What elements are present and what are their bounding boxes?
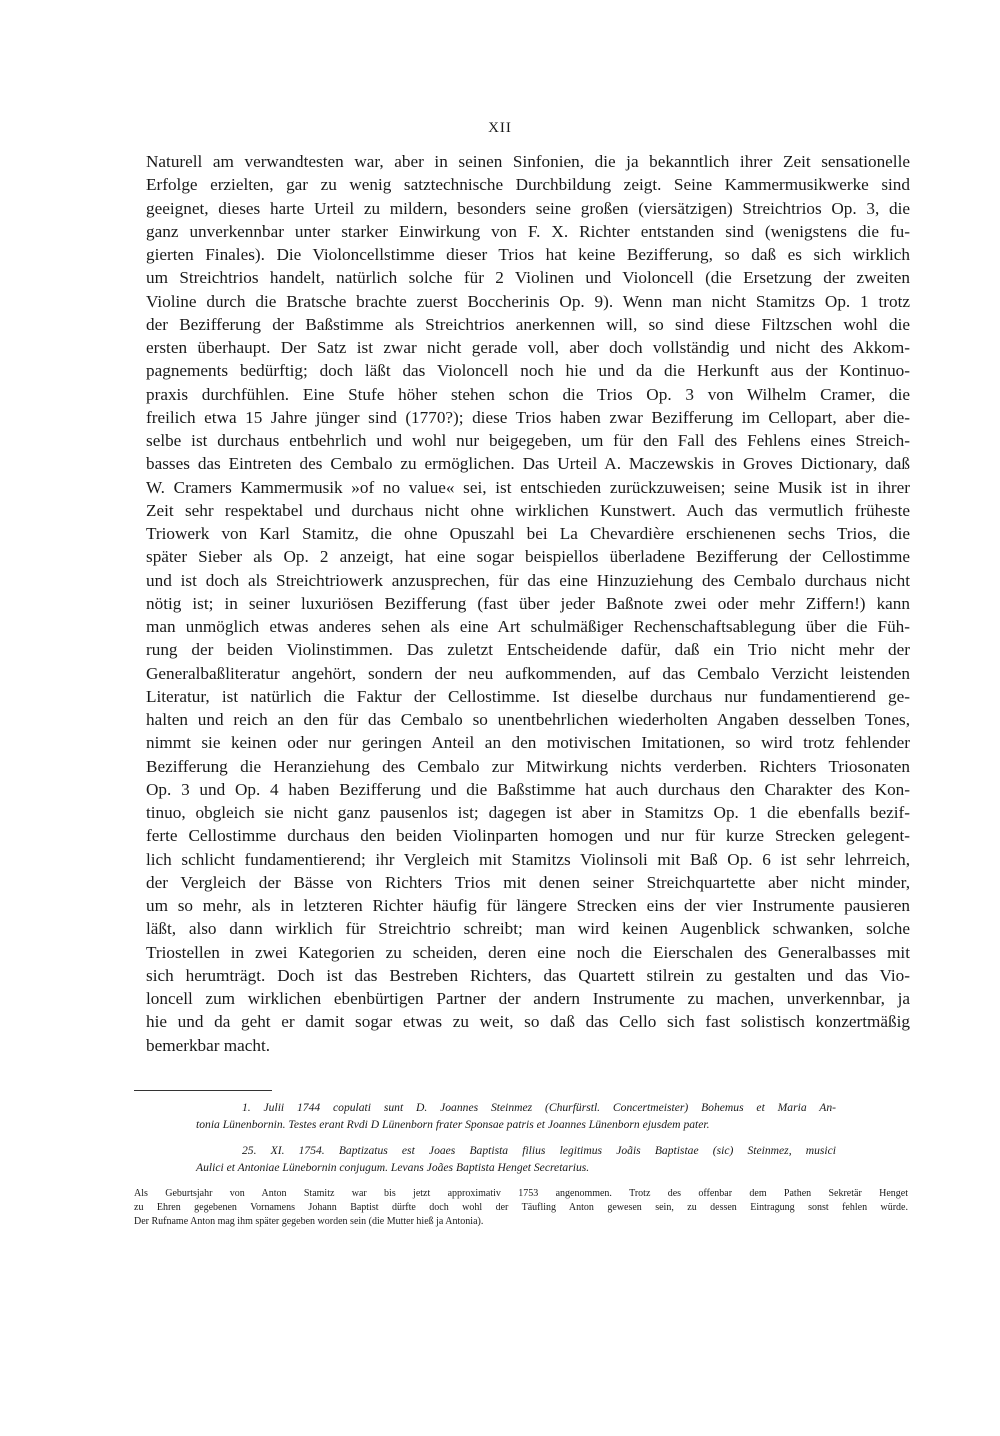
text-line: ersten überhaupt. Der Satz ist zwar nicht gerade voll, aber doch vollständig und nicht des Akkom- (146, 338, 910, 357)
text-line: Erfolge erzielten, gar zu wenig satztechnische Durchbildung zeigt. Seine Kammermusikwerke sind (146, 175, 910, 195)
text-line: zu Ehren gegebenen Vornamens Johann Baptist dürfte doch wohl der Täufling Anton gewesen sein, zu dessen Eintragung sonst fehlen würde. (134, 1202, 908, 1213)
text-line: ganz unverkennbar unter starker Einwirkung von F. X. Richter entstanden sind (wenigstens die fu- (146, 221, 910, 241)
text-line: tinuo, obgleich sie nicht ganz pausenlos ist; dagegen ist aber in Stamitzs Op. 1 die ebenfalls bezif- (146, 803, 910, 822)
text-line: lich schlicht fundamentierend; ihr Vergleich mit Stamitzs Violinsoli mit Baß Op. 6 ist sehr lehrreich, (146, 849, 910, 869)
text-line: Als Geburtsjahr von Anton Stamitz war bis jetzt approximativ 1753 angenommen. Trotz des offenbar dem Pathen Sekretär Henget (134, 1188, 908, 1199)
text-line: und ist doch als Streichtriowerk anzusprechen, für das eine Hinzuziehung des Cembalo durchaus nicht (146, 570, 910, 590)
text-line: nötig ist; in seiner luxuriösen Bezifferung (fast über jeder Baßnote zwei oder mehr Ziffern!) kann (146, 593, 910, 613)
text-line: später Sieber als Op. 2 anzeigt, hat eine sogar beispiellos überladene Bezifferung der Cellostimme (146, 547, 910, 567)
text-line: der Bezifferung der Baßstimme als Streichtrios anerkennen will, so sind diese Filtzschen wohl die (146, 314, 910, 334)
text-line: Literatur, ist natürlich die Faktur der Cellostimme. Ist dieselbe durchaus nur fundamentierend ge- (146, 686, 910, 706)
text-line: Triowerk von Karl Stamitz, die ohne Opuszahl bei La Chevardière erschienenen sechs Trios, die (146, 524, 910, 543)
text-line: W. Cramers Kammermusik »of no value« sei, ist entschieden zurückzuweisen; seine Musik ist in ihrer (146, 477, 910, 497)
text-line: um so mehr, als in letzteren Richter häufig für längere Strecken eins der vier Instrumente pausieren (146, 896, 910, 915)
text-line: 25. XI. 1754. Baptizatus est Joaes Baptista filius legitimus Joãis Baptistae (sic) Steinmez, musici (242, 1144, 836, 1157)
text-line: Generalbaßliteratur angehört, sondern der neu aufkommenden, auf das Cembalo Verzicht leistenden (146, 663, 910, 683)
text-line: halten und reich an den für das Cembalo so unentbehrlichen wiederholten Angaben desselben Tones, (146, 710, 910, 729)
text-line: geeignet, dieses harte Urteil zu mildern, besonders seine großen (viersätzigen) Streichtrios Op. 3, die (146, 198, 910, 218)
text-line: bemerkbar macht. (146, 1035, 271, 1055)
text-line: Naturell am verwandtesten war, aber in seinen Sinfonien, die ja bekanntlich ihrer Zeit sensationelle (146, 152, 910, 171)
text-line: loncell zum wirklichen ebenbürtigen Partner der andern Instrumente zu machen, unverkennbar, ja (146, 989, 910, 1008)
text-line: basses das Eintreten des Cembalo zu ermöglichen. Das Urteil A. Maczewskis in Groves Dictionary, daß (146, 454, 910, 474)
text-line: 1. Julii 1744 copulati sunt D. Joannes Steinmez (Churfürstl. Concertmeister) Bohemus et Maria An- (242, 1101, 836, 1114)
text-line: Der Rufname Anton mag ihm später gegeben worden sein (die Mutter hieß ja Antonia). (134, 1216, 484, 1227)
text-line: nimmt sie keinen oder nur geringen Anteil an den motivischen Imitationen, so wird trotz fehlender (146, 733, 910, 753)
text-line: Triostellen in zwei Kategorien zu scheiden, deren eine noch die Eierschalen des Generalbasses mit (146, 942, 910, 962)
text-line: Bezifferung die Heranziehung des Cembalo zur Mitwirkung nichts verderben. Richters Triosonaten (146, 756, 910, 776)
text-line: hie und da geht er damit sogar etwas zu weit, so daß das Cello sich fast solistisch konzertmäßig (146, 1012, 910, 1032)
text-line: rung der beiden Violinstimmen. Das zuletzt Entscheidende dafür, daß ein Trio nicht mehr der (146, 640, 910, 660)
text-line: gierten Finales). Die Violoncellstimme dieser Trios hat keine Bezifferung, so daß es sich wirklich (146, 245, 910, 264)
text-line: man unmöglich etwas anderes sehen als eine Art schulmäßiger Rechenschaftsablegung über die Füh- (146, 617, 910, 636)
page-number: XII (488, 120, 512, 136)
main-text-block (146, 150, 910, 1057)
text-line: läßt, also dann wirklich für Streichtrio schreibt; man wird keinen Augenblick schwanken, solche (146, 919, 910, 939)
text-line: ferte Cellostimme durchaus den beiden Violinparten homogen und nur für kurze Strecken gelegent- (146, 826, 910, 846)
text-line: Aulici et Antoniae Lünebornin conjugum. Levans Joães Baptista Henget Secretarius. (196, 1160, 590, 1174)
text-line: Op. 3 und Op. 4 haben Bezifferung und die Baßstimme hat auch durchaus den Charakter des Kon- (146, 779, 910, 799)
footnote-records (196, 1100, 836, 1176)
footnote-gap (196, 1133, 836, 1143)
text-line: freilich etwa 15 Jahre jünger sind (1770?); diese Trios haben zwar Bezifferung im Cellopart, aber die- (146, 407, 910, 427)
footnote-separator (134, 1090, 272, 1091)
footnote-note (134, 1187, 908, 1229)
text-line: Zeit sehr respektabel und durchaus nicht ohne wirklichen Kunstwert. Auch das vermutlich früheste (146, 500, 910, 520)
text-line: Violine durch die Bratsche brachte zuerst Boccherinis Op. 9). Wenn man nicht Stamitzs Op. 1 trotz (146, 291, 910, 311)
text-line: pagnements bedürftig; doch läßt das Violoncell noch hie und da die Herkunft aus der Kontinuo- (146, 361, 910, 381)
text-line: um Streichtrios handelt, natürlich solche für 2 Violinen und Violoncell (die Ersetzung der zweiten (146, 268, 910, 288)
text-line: der Vergleich der Bässe von Richters Trios mit denen seiner Streichquartette aber nicht minder, (146, 872, 910, 892)
text-line: selbe ist durchaus entbehrlich und wohl nur beigegeben, um für den Fall des Fehlens eines Streich- (146, 431, 910, 450)
text-line: sich herumträgt. Doch ist das Bestreben Richters, das Quartett stilrein zu gestalten und das Vio- (146, 965, 910, 985)
text-line: tonia Lünenbornin. Testes erant Rvdi D Lünenborn frater Sponsae patris et Joannes Lünenborn ejusdem pater. (196, 1117, 710, 1131)
text-line: praxis durchfühlen. Eine Stufe höher stehen schon die Trios Op. 3 von Wilhelm Cramer, die (146, 384, 910, 404)
